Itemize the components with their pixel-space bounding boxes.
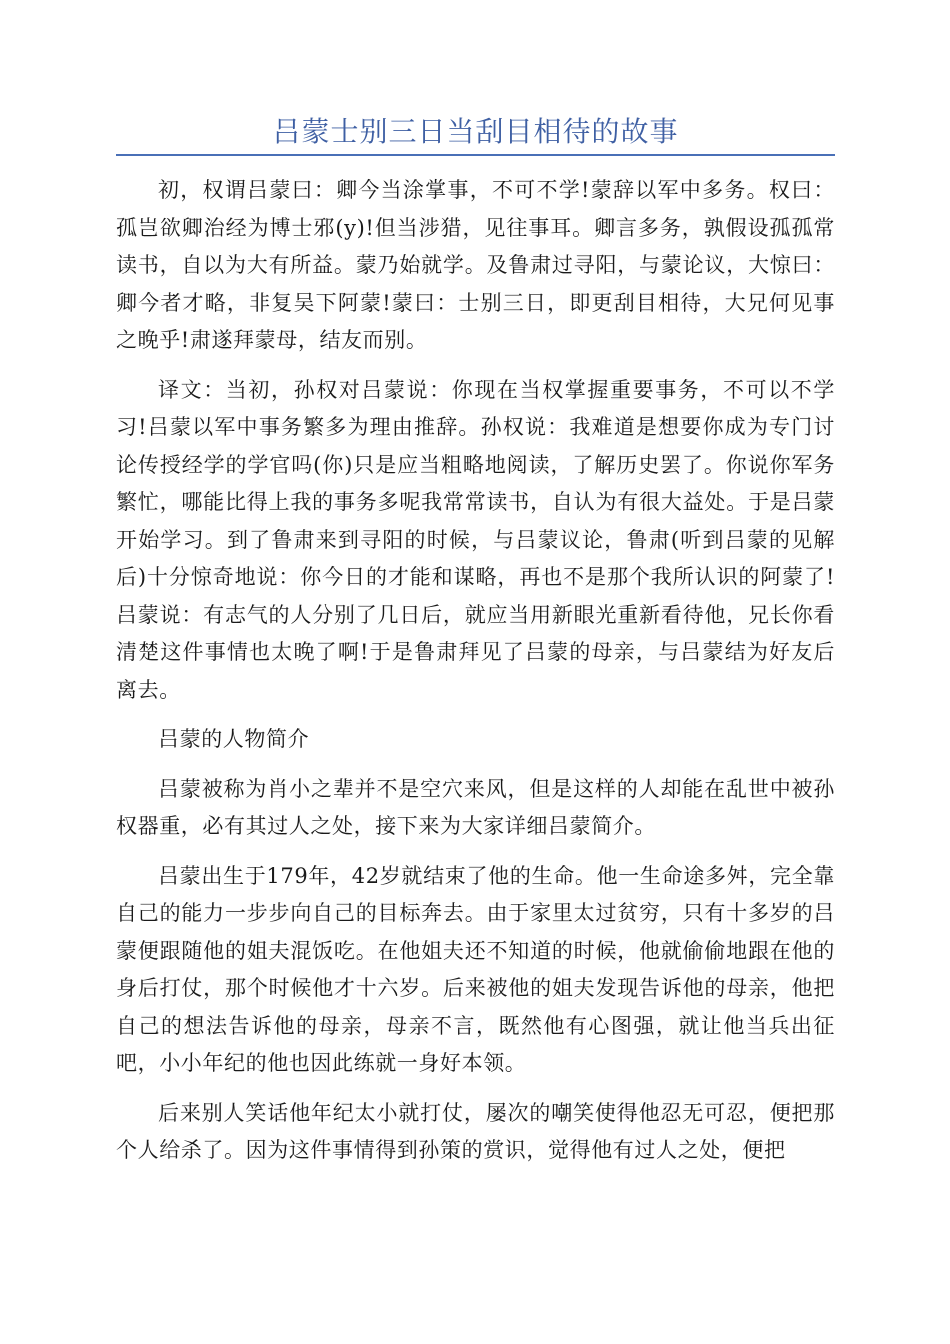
title-block xyxy=(116,112,835,156)
paragraph-original-text: 初，权谓吕蒙曰：卿今当涂掌事，不可不学!蒙辞以军中多务。权曰：孤岂欲卿治经为博士邪(y)!但当涉猎，见往事耳。卿言多务，孰假设孤孤常读书，自以为大有所益。蒙乃始就学。及鲁肃过寻阳，与蒙论议，大惊曰：卿今者才略，非复吴下阿蒙!蒙曰：士别三日，即更刮目相待，大兄何见事之晚乎!肃遂拜蒙母，结友而别。 xyxy=(116,178,835,352)
section-heading: 吕蒙的人物简介 xyxy=(158,727,310,751)
paragraph-continuation: 后来别人笑话他年纪太小就打仗，屡次的嘲笑使得他忍无可忍，便把那个人给杀了。因为这件事情得到孙策的赏识，觉得他有过人之处，便把 xyxy=(116,1100,835,1162)
paragraph-translation: 译文：当初，孙权对吕蒙说：你现在当权掌握重要事务，不可以不学习!吕蒙以军中事务繁多为理由推辞。孙权说：我难道是想要你成为专门讨论传授经学的学官吗(你)只是应当粗略地阅读，了解历史罢了。你说你军务繁忙，哪能比得上我的事务多呢我常常读书，自认为有很大益处。于是吕蒙开始学习。到了鲁肃来到寻阳的时候，与吕蒙议论，鲁肃(听到吕蒙的见解后)十分惊奇地说：你今日的才能和谋略，再也不是那个我所认识的阿蒙了!吕蒙说：有志气的人分别了几日后，就应当用新眼光重新看待他，兄长你看清楚这件事情也太晚了啊!于是鲁肃拜见了吕蒙的母亲，与吕蒙结为好友后离去。 xyxy=(116,377,835,702)
page-title: 吕蒙士别三日当刮目相待的故事 xyxy=(272,115,679,148)
paragraph-biography: 吕蒙出生于179年，42岁就结束了他的生命。他一生命途多舛，完全靠自己的能力一步步向自己的目标奔去。由于家里太过贫穷，只有十多岁的吕蒙便跟随他的姐夫混饭吃。在他姐夫还不知道的时候，他就偷偷地跟在他的身后打仗，那个时候他才十六岁。后来被他的姐夫发现告诉他的母亲，他把自己的想法告诉他的母亲，母亲不言，既然他有心图强，就让他当兵出征吧，小小年纪的他也因此练就一身好本领。 xyxy=(116,863,835,1075)
article-body xyxy=(116,172,835,1182)
paragraph-intro: 吕蒙被称为肖小之辈并不是空穴来风，但是这样的人却能在乱世中被孙权器重，必有其过人之处，接下来为大家详细吕蒙简介。 xyxy=(116,776,835,838)
